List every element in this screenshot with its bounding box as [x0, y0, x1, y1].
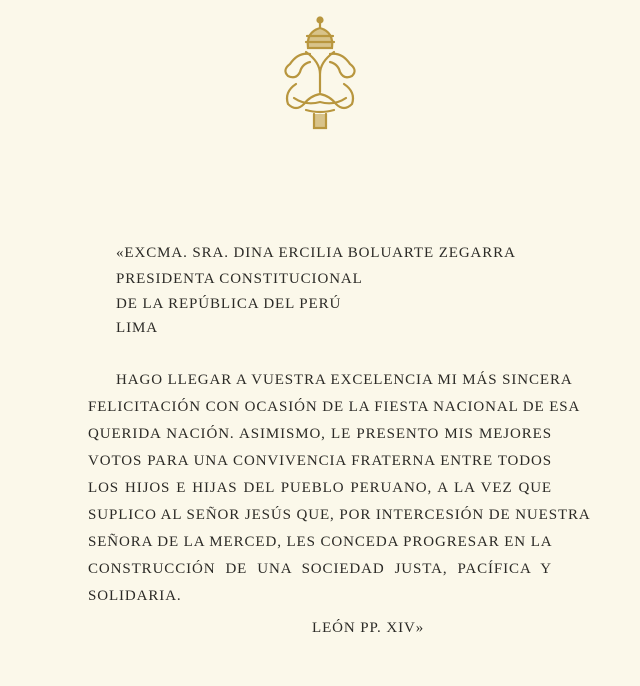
body-line: FELICITACIÓN CON OCASIÓN DE LA FIESTA NACIONAL DE ESA: [88, 399, 581, 415]
body-line: QUERIDA NACIÓN. ASIMISMO, LE PRESENTO MIS MEJORES: [88, 426, 552, 442]
recipient-title: PRESIDENTA CONSTITUCIONAL: [116, 271, 363, 287]
body-line: CONSTRUCCIÓN DE UNA SOCIEDAD JUSTA, PACÍFICA Y: [88, 561, 552, 577]
recipient-line: «EXCMA. SRA. DINA ERCILIA BOLUARTE ZEGARRA: [116, 245, 516, 261]
body-line: HAGO LLEGAR A VUESTRA EXCELENCIA MI MÁS SINCERA: [116, 372, 573, 388]
body-line: SOLIDARIA.: [88, 588, 182, 604]
body-line: SEÑORA DE LA MERCED, LES CONCEDA PROGRESAR EN LA: [88, 534, 553, 550]
signature: LEÓN PP. XIV»: [312, 620, 425, 636]
recipient-city: LIMA: [116, 320, 158, 336]
recipient-country: DE LA REPÚBLICA DEL PERÚ: [116, 296, 342, 312]
papal-coat-of-arms-icon: [276, 14, 364, 132]
body-line: VOTOS PARA UNA CONVIVENCIA FRATERNA ENTRE TODOS: [88, 453, 552, 469]
body-line: LOS HIJOS E HIJAS DEL PUEBLO PERUANO, A LA VEZ QUE: [88, 480, 552, 496]
body-line: SUPLICO AL SEÑOR JESÚS QUE, POR INTERCESIÓN DE NUESTRA: [88, 507, 591, 523]
